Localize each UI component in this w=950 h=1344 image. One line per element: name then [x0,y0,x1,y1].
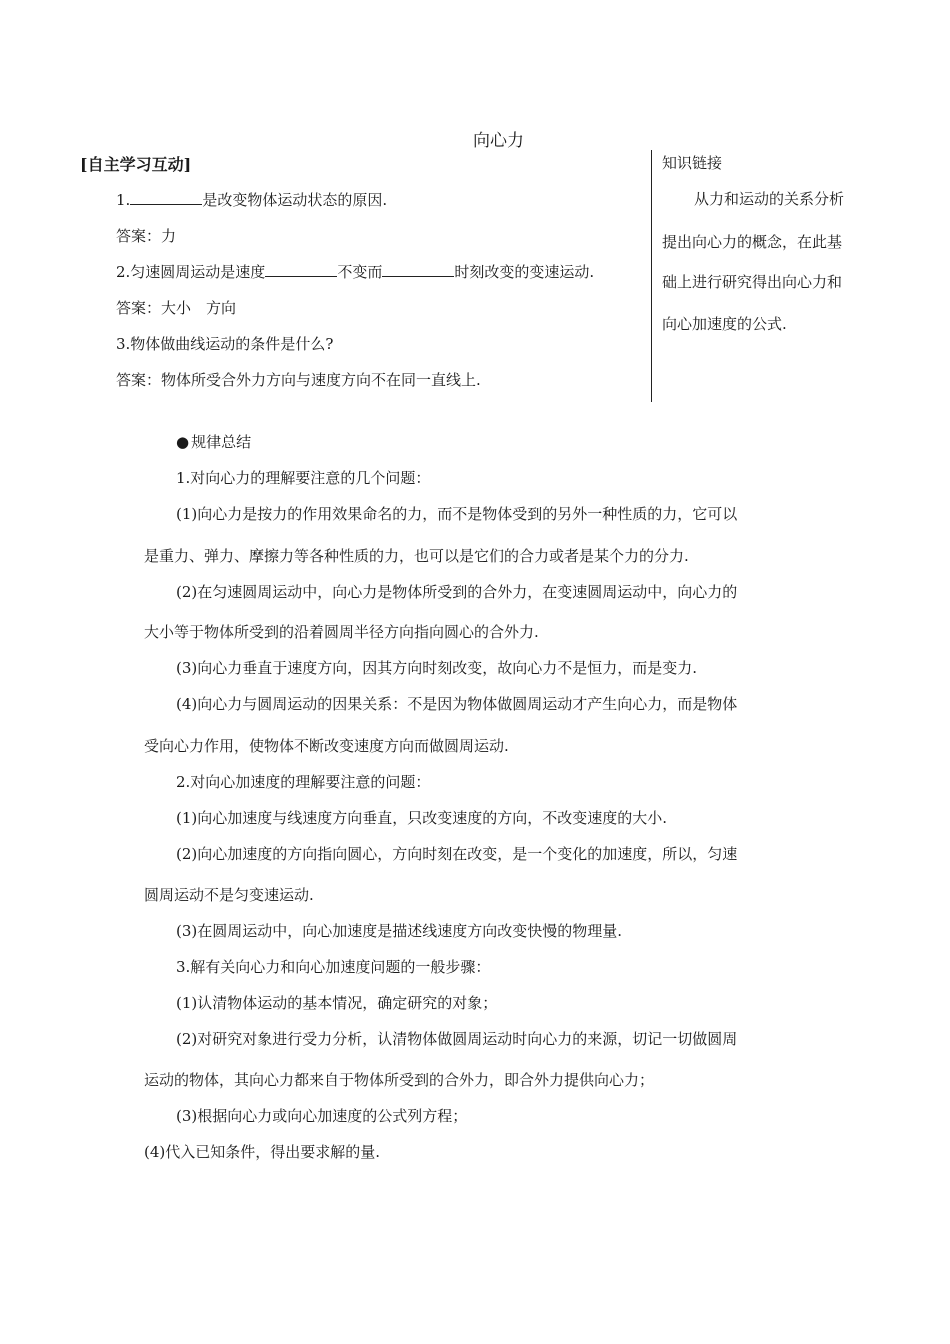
summary-line: 圆周运动不是匀变速运动. [144,886,314,904]
answer-blank [265,262,337,277]
question-1 [116,189,387,210]
summary-line: (3)向心力垂直于速度方向，因其方向时刻改变，故向心力不是恒力，而是变力. [176,659,698,677]
sidebar-text-line: 础上进行研究得出向心力和 [662,273,843,291]
column-divider [651,150,652,402]
section-heading: [自主学习互动] [80,155,192,174]
summary-line: (2)在匀速圆周运动中，向心力是物体所受到的合外力，在变速圆周运动中，向心力的 [176,583,738,601]
question-3: 3.物体做曲线运动的条件是什么? [116,335,334,353]
summary-line: 是重力、弹力、摩擦力等各种性质的力，也可以是它们的合力或者是某个力的分力. [144,547,689,565]
question-2-text-end: 时刻改变的变速运动. [454,263,595,281]
question-1-number: 1. [116,191,131,209]
summary-line: (1)向心力是按力的作用效果命名的力，而不是物体受到的另外一种性质的力，它可以 [176,505,738,523]
summary-line: 受向心力作用，使物体不断改变速度方向而做圆周运动. [144,737,509,755]
answer-blank [130,190,202,205]
bullet-icon: ● [176,433,190,451]
summary-heading [176,431,251,452]
question-2-text-start: 2.匀速圆周运动是速度 [116,263,266,281]
sidebar-text-line: 向心加速度的公式. [662,315,787,333]
summary-line: (2)向心加速度的方向指向圆心，方向时刻在改变，是一个变化的加速度，所以，匀速 [176,845,738,863]
summary-line: (3)在圆周运动中，向心加速度是描述线速度方向改变快慢的物理量. [176,922,623,940]
summary-line: 运动的物体，其向心力都来自于物体所受到的合外力，即合外力提供向心力； [144,1071,655,1089]
sidebar-title: 知识链接 [662,154,723,172]
sidebar-text-line: 从力和运动的关系分析 [694,190,845,208]
summary-line: 大小等于物体所受到的沿着圆周半径方向指向圆心的合外力. [144,623,539,641]
answer-1: 答案：力 [116,227,177,245]
summary-line: (3)根据向心力或向心加速度的公式列方程； [176,1107,468,1125]
summary-heading-text: 规律总结 [191,433,252,451]
question-2 [116,261,594,282]
question-1-text: 是改变物体运动状态的原因. [202,191,388,209]
summary-line: 2.对向心加速度的理解要注意的问题： [176,773,431,791]
answer-2: 答案：大小 方向 [116,299,237,317]
answer-3: 答案：物体所受合外力方向与速度方向不在同一直线上. [116,371,481,389]
page-title: 向心力 [473,131,524,151]
summary-line: (1)向心加速度与线速度方向垂直，只改变速度的方向，不改变速度的大小. [176,809,668,827]
question-2-text-mid: 不变而 [337,263,383,281]
summary-line: (4)向心力与圆周运动的因果关系：不是因为物体做圆周运动才产生向心力，而是物体 [176,695,738,713]
summary-line: (4)代入已知条件，得出要求解的量. [144,1143,381,1161]
summary-line: (2)对研究对象进行受力分析，认清物体做圆周运动时向心力的来源，切记一切做圆周 [176,1030,738,1048]
answer-blank [382,262,454,277]
summary-line: (1)认清物体运动的基本情况，确定研究的对象； [176,994,498,1012]
sidebar-text-line: 提出向心力的概念，在此基 [662,233,843,251]
summary-line: 1.对向心力的理解要注意的几个问题： [176,469,431,487]
summary-line: 3.解有关向心力和向心加速度问题的一般步骤： [176,958,491,976]
